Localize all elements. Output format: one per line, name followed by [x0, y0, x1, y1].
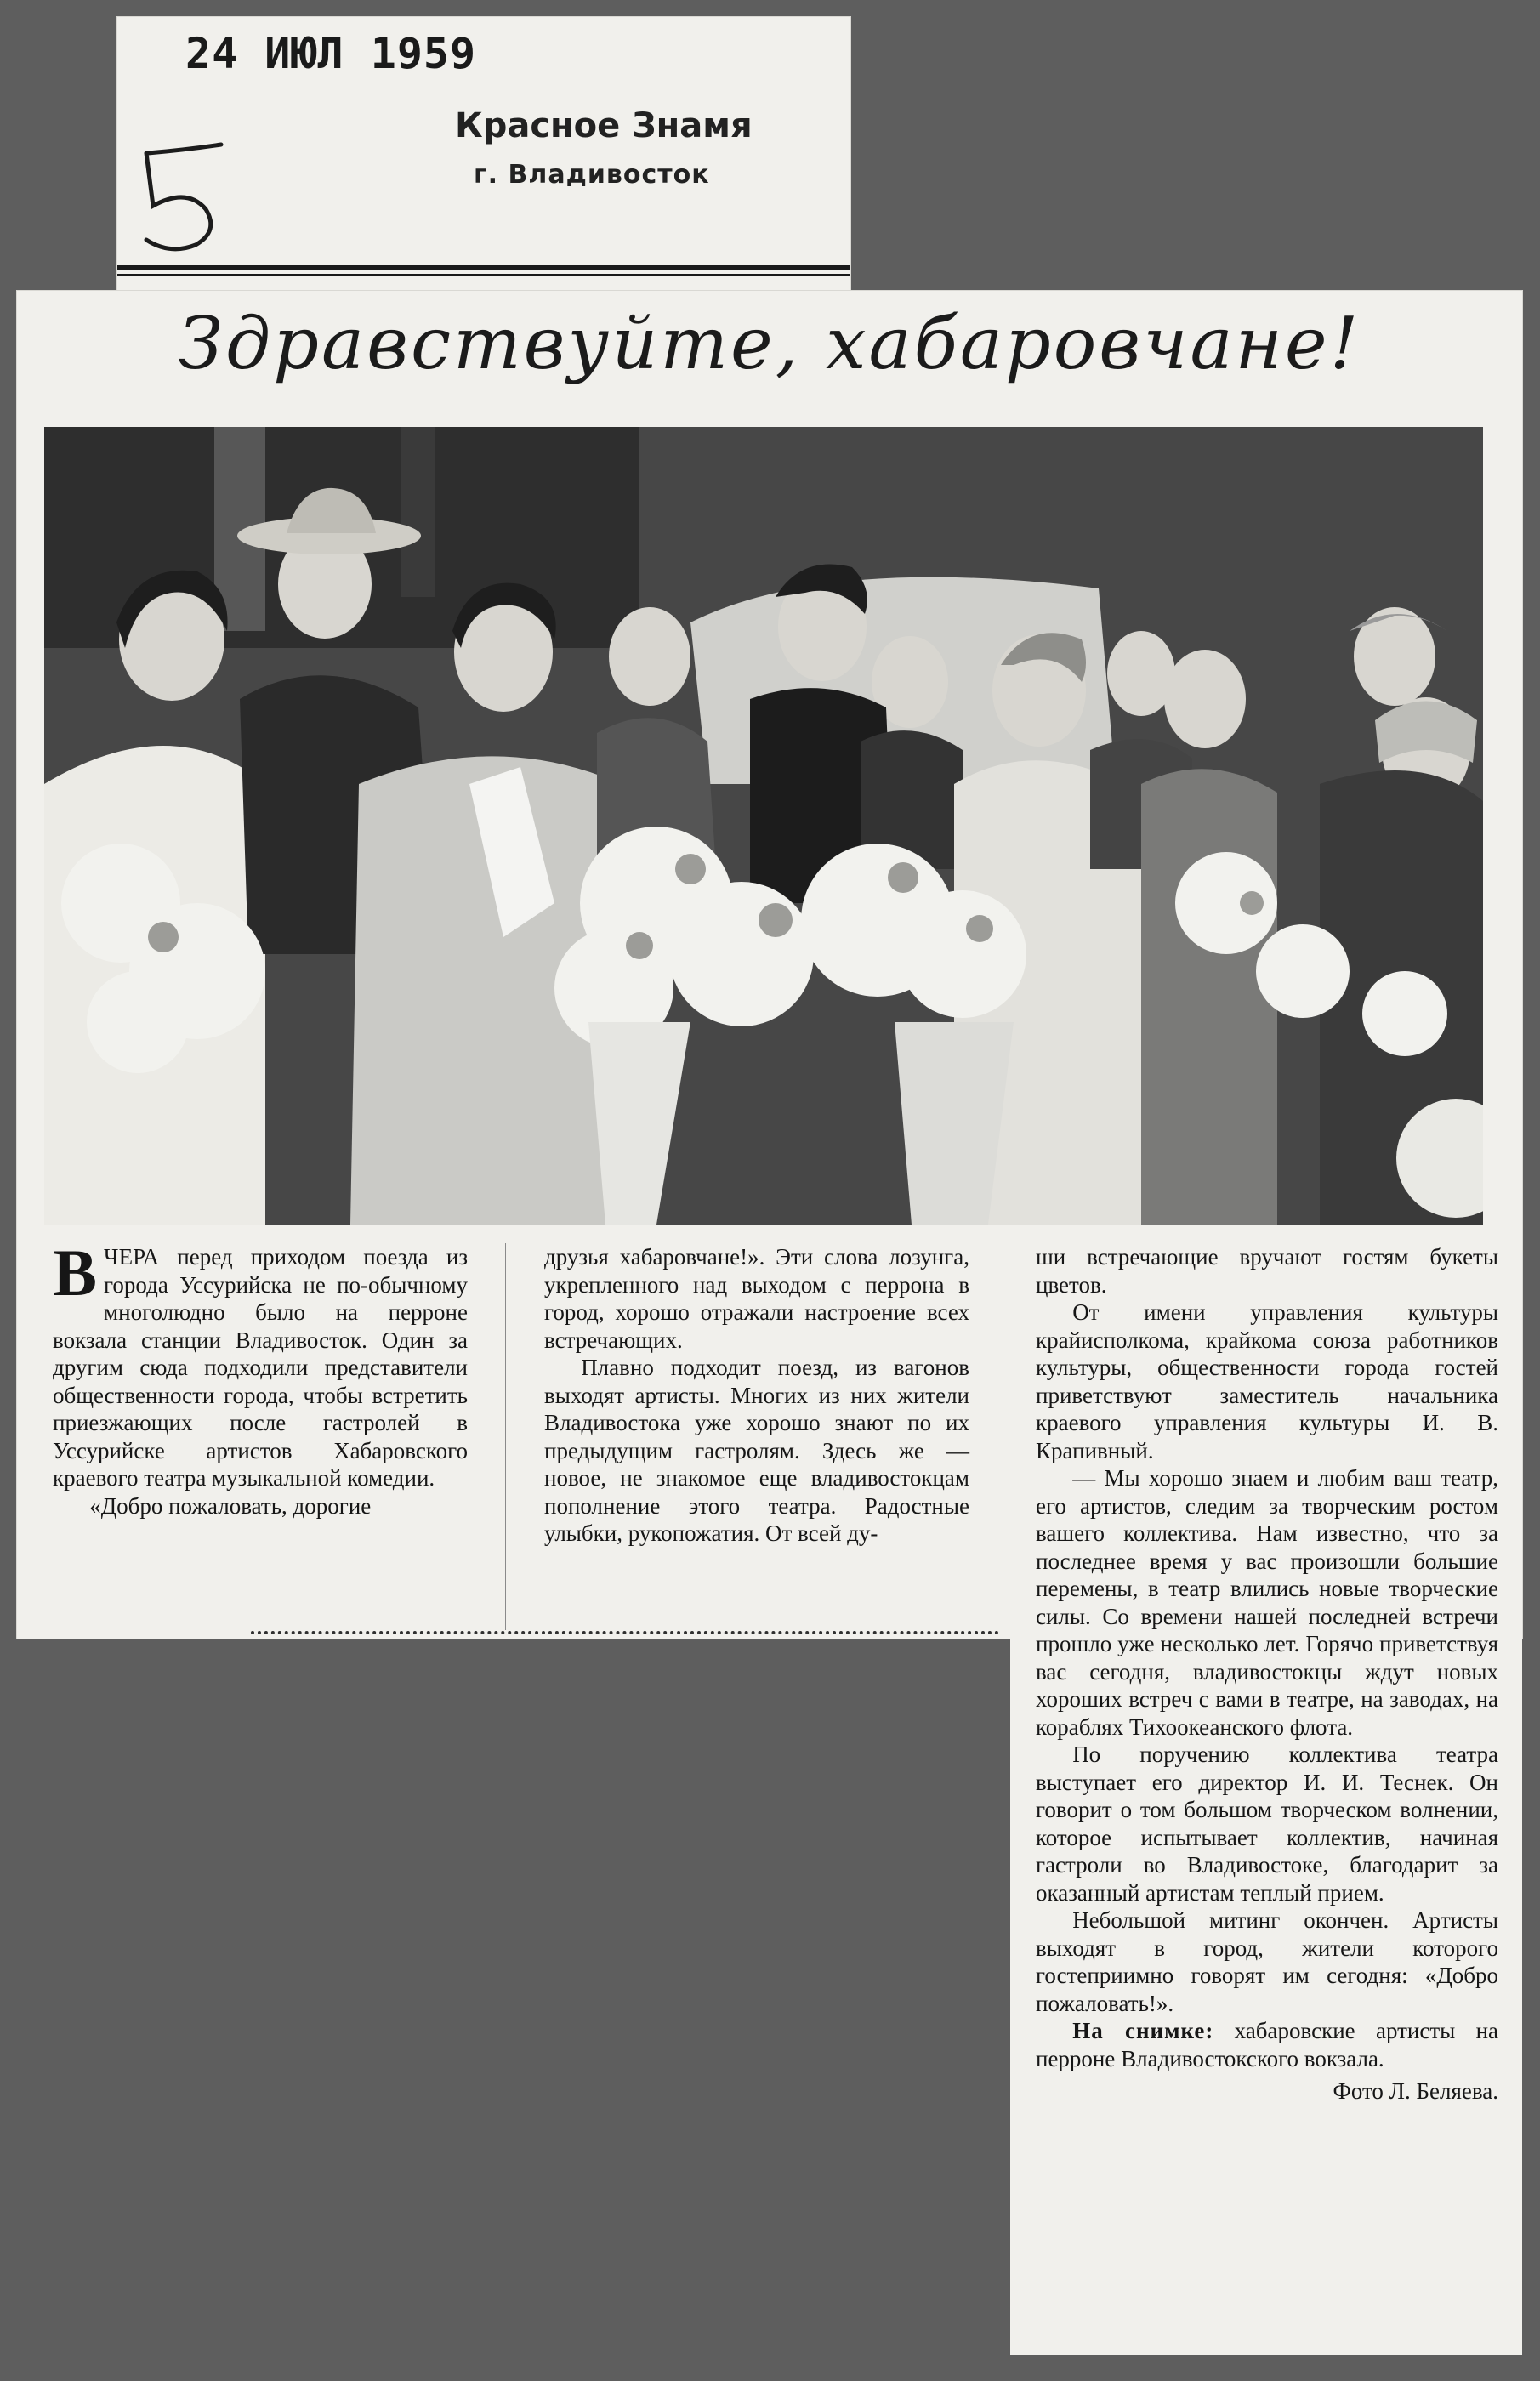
caption-text: хабаровские артисты на перроне Владивостокского вокзала. [1036, 2018, 1498, 2071]
article-headline: Здравствуйте, хабаровчане! [178, 302, 1361, 385]
article-column-1 [53, 1236, 468, 1520]
article-paragraph: друзья хабаровчане!». Эти слова лозунга, укрепленного над выходом с перрона в город, хорошо отражали настроение всех встречающих. [544, 1244, 969, 1353]
article-paragraph: — Мы хорошо знаем и любим ваш театр, его артистов, следим за творческим ростом вашего коллектива. Нам известно, что за последнее время у вас произошли большие перемены, в театр влились новые творческие силы. Со времени нашей последней встречи прошло уже несколько лет. Горячо приветствуя вас сегодня, владивостокцы ждут новых хороших встреч с вами в театре, на заводах, на кораблях Тихоокеанского флота. [1036, 1465, 1498, 1740]
newspaper-name-stamp: Красное Знамя [455, 106, 753, 145]
handwritten-number-mark [128, 128, 230, 255]
article-photo [44, 427, 1483, 1225]
photo-caption [1036, 2017, 1498, 2072]
masthead-rule-thick [117, 265, 850, 270]
article-paragraph: «Добро пожаловать, дорогие [89, 1492, 372, 1519]
group-photo-illustration [44, 427, 1483, 1225]
newspaper-city-stamp: г. Владивосток [474, 160, 710, 190]
article-paragraph: По поручению коллектива театра выступает его директор И. И. Теснек. Он говорит о том большом творческом волнении, которое испытывает коллектив, начиная гастроли во Владивостоке, благодарит за оказанный артистам теплый прием. [1036, 1742, 1498, 1906]
article-paragraph: ЧЕРА перед приходом поезда из города Уссурийска не по-обычному многолюдно было на перроне вокзала станции Владивосток. Один за другим сюда подходили представители общественности города, чтобы встретить приезжающих после гастролей в Уссурийске артистов Хабаровского краевого театра музыкальной комедии. [53, 1244, 468, 1491]
caption-label: На снимке: [1072, 2018, 1214, 2043]
masthead-rule-thin [117, 274, 850, 276]
article-column-2 [544, 1243, 969, 1548]
photo-credit: Фото Л. Беляева. [1333, 2078, 1498, 2104]
article-paragraph: ши встречающие вручают гостям букеты цветов. [1036, 1244, 1498, 1298]
column-divider [505, 1243, 506, 1630]
cut-line [251, 1631, 999, 1639]
archive-date-stamp: 24 ИЮЛ 1959 [185, 29, 477, 78]
dropcap-letter: В [53, 1236, 98, 1310]
article-column-3 [1036, 1243, 1498, 2105]
article-paragraph: Плавно подходит поезд, из вагонов выходят артисты. Многих из них жители Владивостока уже хорошо знают по их предыдущим гастролям. Здесь же — новое, не знакомое еще владивостокцам пополнение этого театра. Радостные улыбки, рукопожатия. От всей ду- [544, 1355, 969, 1546]
article-paragraph: От имени управления культуры крайисполкома, крайкома союза работников культуры, общественности города гостей приветствуют заместитель начальника краевого управления культуры И. В. Крапивный. [1036, 1299, 1498, 1463]
article-paragraph: Небольшой митинг окончен. Артисты выходят в город, жители которого гостеприимно говорят им сегодня: «Добро пожаловать!». [1036, 1907, 1498, 2016]
